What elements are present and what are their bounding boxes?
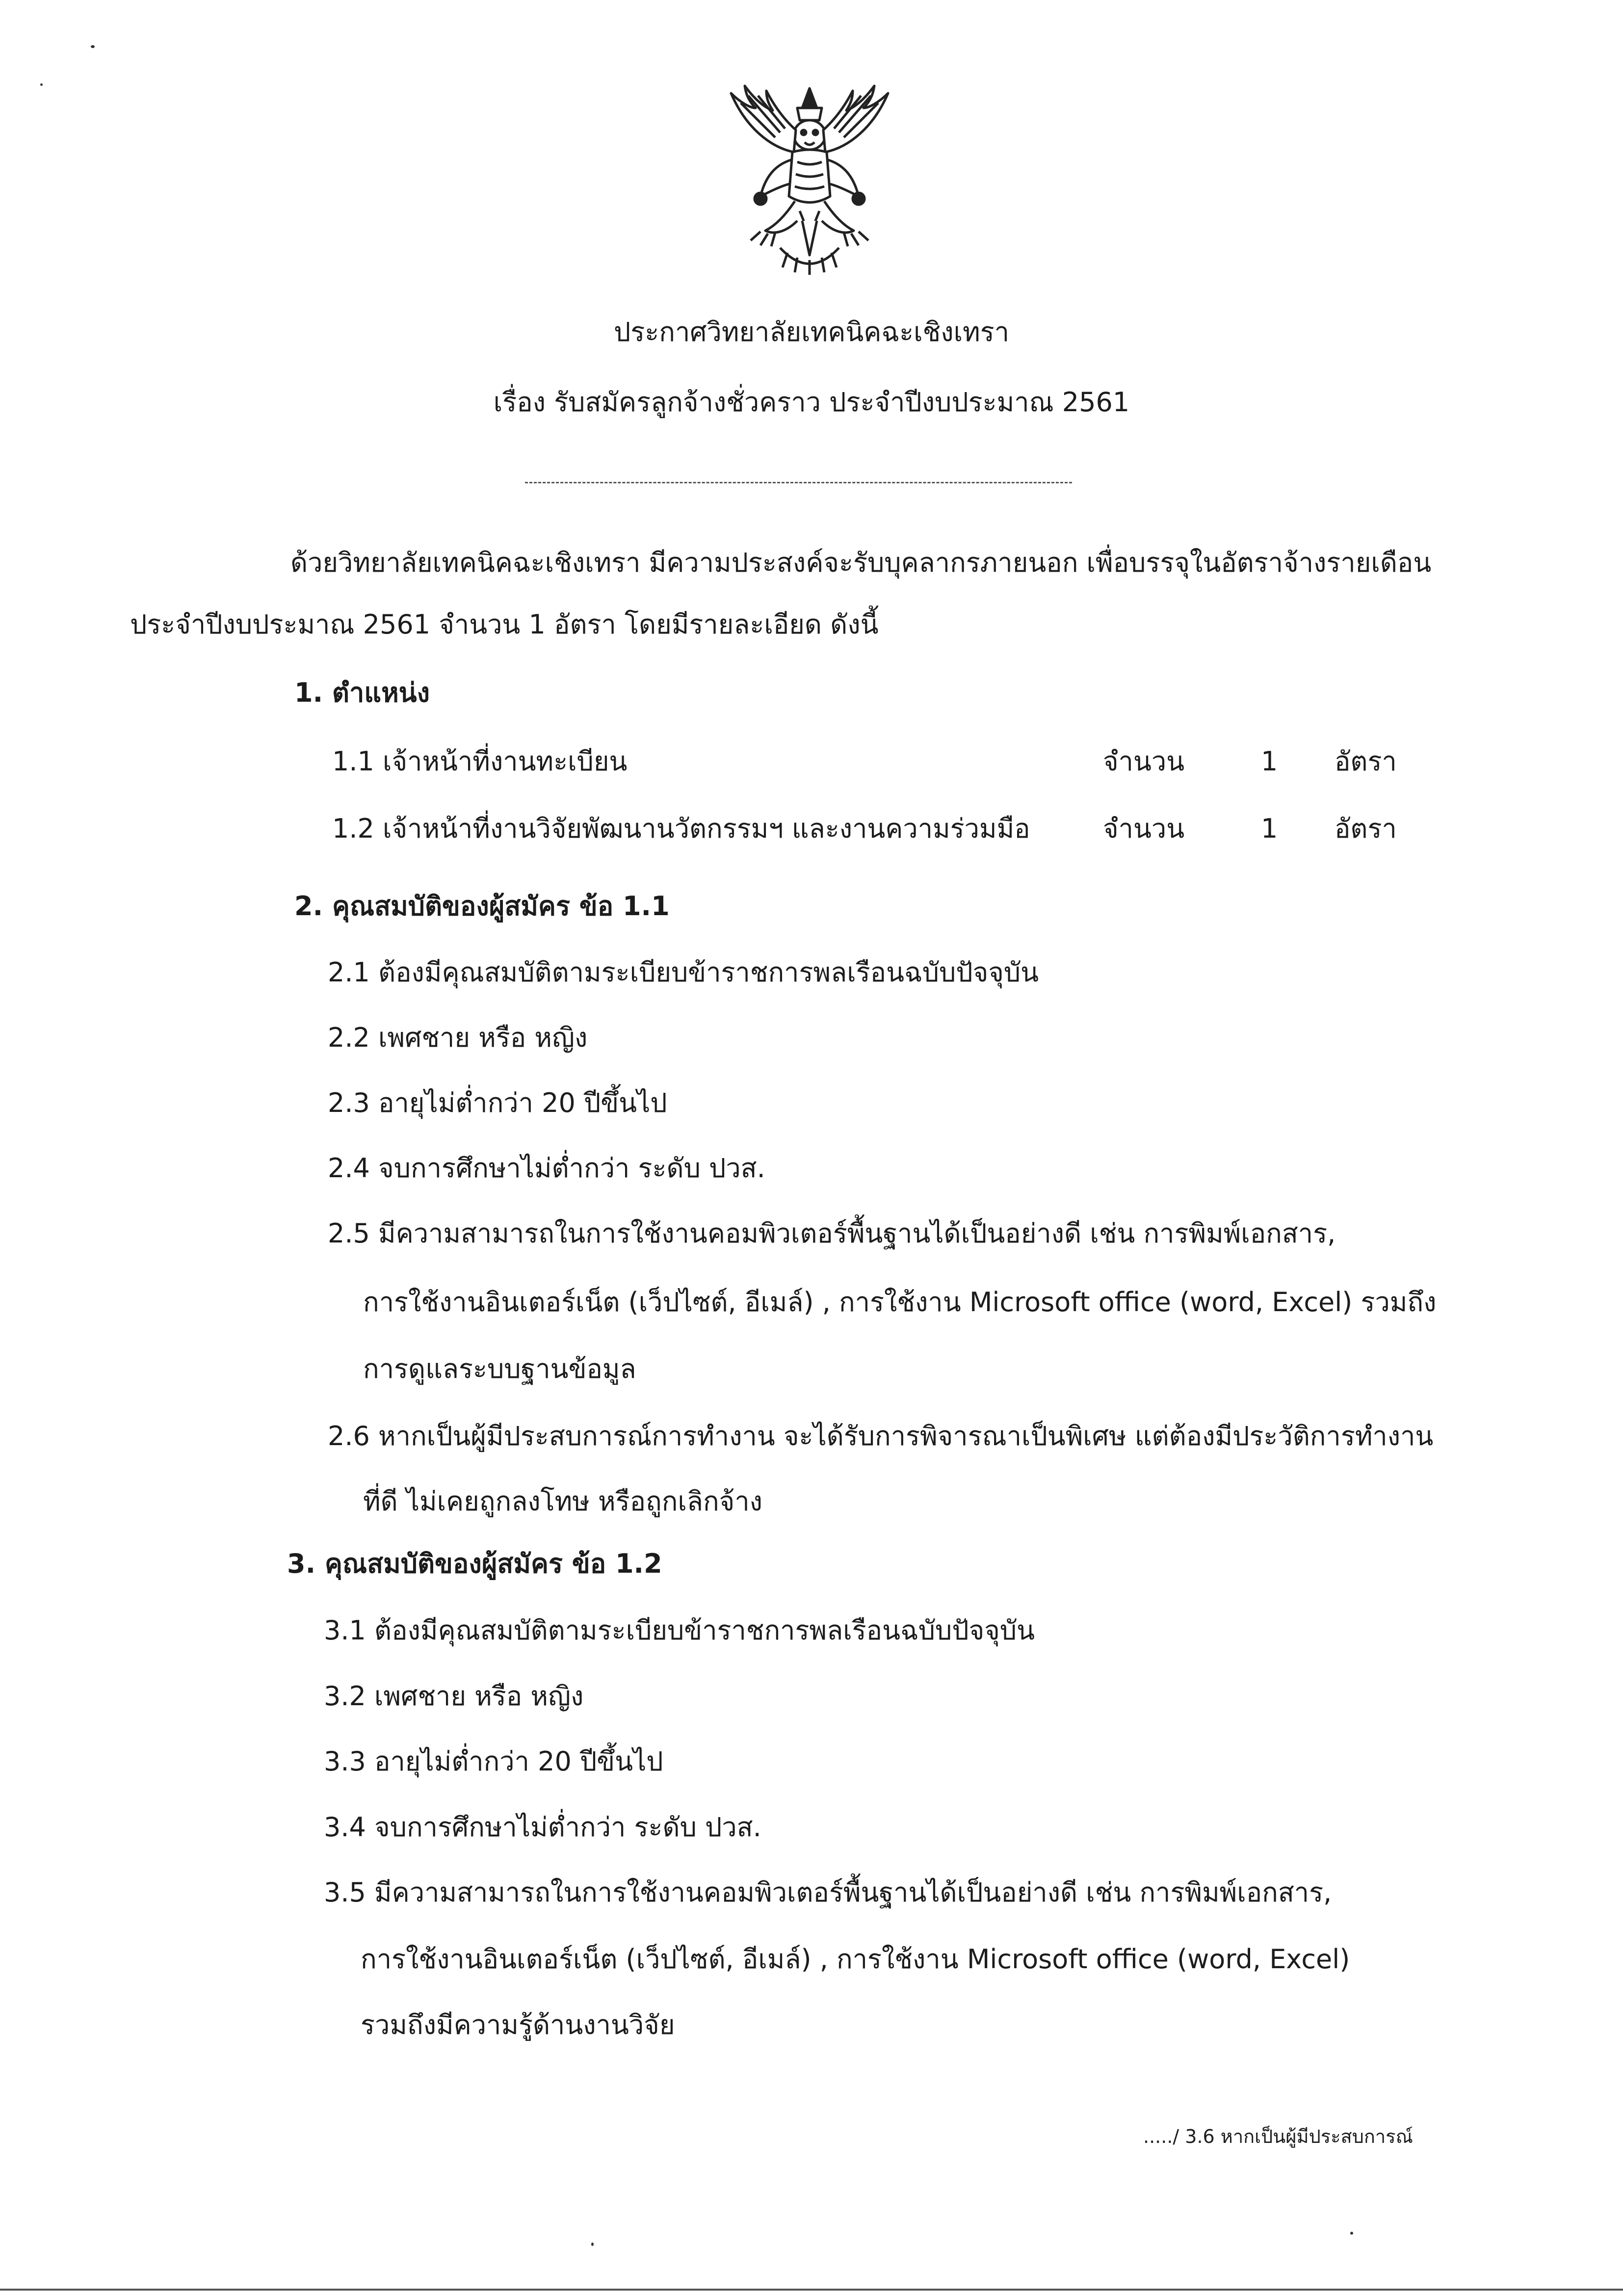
- list-item: 2.5 มีความสามารถในการใช้งานคอมพิวเตอร์พื้นฐานได้เป็นอย่างดี เช่น การพิมพ์เอกสาร,: [328, 1218, 1336, 1249]
- position-count-label: จำนวน: [1103, 746, 1185, 777]
- position-unit: อัตรา: [1335, 746, 1397, 777]
- list-item-continuation: ที่ดี ไม่เคยถูกลงโทษ หรือถูกเลิกจ้าง: [363, 1486, 763, 1517]
- list-item: 2.4 จบการศึกษาไม่ต่ำกว่า ระดับ ปวส.: [328, 1153, 765, 1184]
- list-item-continuation: การใช้งานอินเตอร์เน็ต (เว็ปไซต์, อีเมล์) , การใช้งาน Microsoft office (word, Excel) รวมถึง: [363, 1287, 1437, 1318]
- position-unit: อัตรา: [1335, 813, 1397, 844]
- announcement-subject: เรื่อง รับสมัครลูกจ้างชั่วคราว ประจำปีงบประมาณ 2561: [493, 387, 1130, 418]
- position-count: 1: [1261, 813, 1278, 844]
- intro-paragraph-line-1: ด้วยวิทยาลัยเทคนิคฉะเชิงเทรา มีความประสงค์จะรับบุคลากรภายนอก เพื่อบรรจุในอัตราจ้างรายเดือน: [290, 547, 1432, 578]
- garuda-emblem-icon: [702, 74, 917, 290]
- position-count-label: จำนวน: [1103, 813, 1185, 844]
- announcement-title: ประกาศวิทยาลัยเทคนิคฉะเชิงเทรา: [613, 317, 1010, 347]
- section-1-title: 1. ตำแหน่ง: [294, 677, 430, 708]
- scan-speck: [591, 2243, 594, 2246]
- list-item: 2.2 เพศชาย หรือ หญิง: [328, 1022, 588, 1053]
- position-count: 1: [1261, 746, 1278, 777]
- list-item: 2.3 อายุไม่ต่ำกว่า 20 ปีขึ้นไป: [328, 1087, 667, 1118]
- position-label: 1.1 เจ้าหน้าที่งานทะเบียน: [332, 746, 628, 777]
- scan-speck: [40, 83, 43, 86]
- section-2-title: 2. คุณสมบัติของผู้สมัคร ข้อ 1.1: [294, 891, 670, 922]
- list-item-continuation: การดูแลระบบฐานข้อมูล: [363, 1353, 636, 1384]
- scan-speck: [1350, 2232, 1353, 2235]
- scan-speck: [91, 45, 95, 48]
- continuation-note: ...../ 3.6 หากเป็นผู้มีประสบการณ์: [1143, 2126, 1413, 2147]
- list-item: 3.3 อายุไม่ต่ำกว่า 20 ปีขึ้นไป: [324, 1746, 663, 1777]
- list-item: 3.4 จบการศึกษาไม่ต่ำกว่า ระดับ ปวส.: [324, 1812, 761, 1843]
- separator-line: [525, 482, 1072, 483]
- list-item: 3.2 เพศชาย หรือ หญิง: [324, 1681, 584, 1712]
- list-item: 2.1 ต้องมีคุณสมบัติตามระเบียบข้าราชการพลเรือนฉบับปัจจุบัน: [328, 957, 1039, 988]
- list-item: 3.5 มีความสามารถในการใช้งานคอมพิวเตอร์พื้นฐานได้เป็นอย่างดี เช่น การพิมพ์เอกสาร,: [324, 1877, 1332, 1908]
- list-item-continuation: การใช้งานอินเตอร์เน็ต (เว็ปไซต์, อีเมล์) , การใช้งาน Microsoft office (word, Excel): [361, 1944, 1350, 1975]
- list-item: 3.1 ต้องมีคุณสมบัติตามระเบียบข้าราชการพลเรือนฉบับปัจจุบัน: [324, 1615, 1035, 1646]
- list-item: 2.6 หากเป็นผู้มีประสบการณ์การทำงาน จะได้รับการพิจารณาเป็นพิเศษ แต่ต้องมีประวัติการทำงาน: [328, 1421, 1434, 1451]
- position-label: 1.2 เจ้าหน้าที่งานวิจัยพัฒนานวัตกรรมฯ และงานความร่วมมือ: [332, 813, 1030, 844]
- intro-paragraph-line-2: ประจำปีงบประมาณ 2561 จำนวน 1 อัตรา โดยมีรายละเอียด ดังนี้: [130, 609, 879, 640]
- section-3-title: 3. คุณสมบัติของผู้สมัคร ข้อ 1.2: [287, 1548, 662, 1579]
- list-item-continuation: รวมถึงมีความรู้ด้านงานวิจัย: [361, 2009, 675, 2040]
- scan-edge-line: [0, 2289, 1623, 2291]
